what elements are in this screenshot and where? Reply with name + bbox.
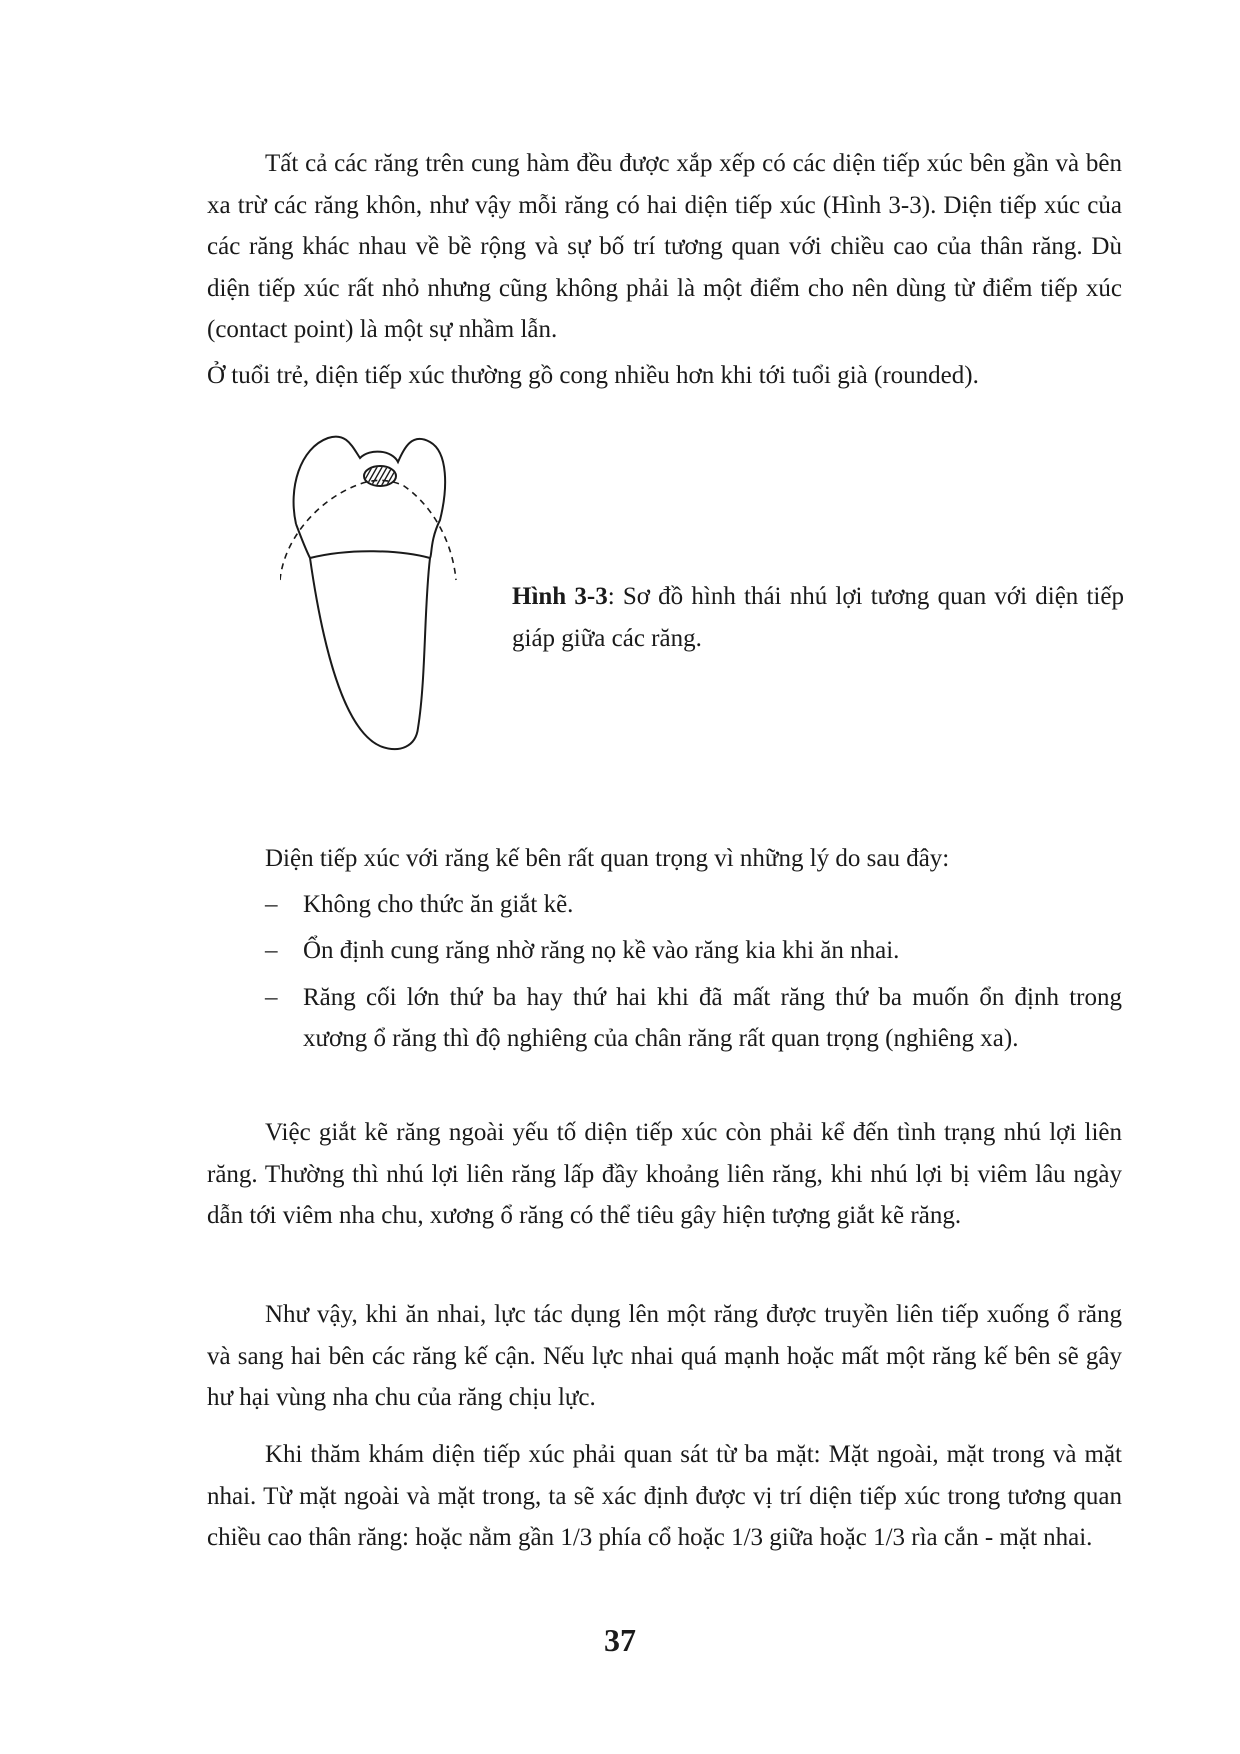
list-dash: – [265, 890, 278, 918]
paragraph-5 [207, 1434, 1122, 1559]
tooth-contact-diagram [280, 428, 480, 758]
list-item-text: Không cho thức ăn giắt kẽ. [303, 890, 574, 918]
list-item [207, 884, 1122, 926]
list-item-text: Ổn định cung răng nhờ răng nọ kề vào răng kia khi ăn nhai. [303, 937, 900, 964]
paragraph-3 [207, 1112, 1122, 1237]
paragraph-4-text: Như vậy, khi ăn nhai, lực tác dụng lên một răng được truyền liên tiếp xuống ổ răng và sang hai bên các răng kế cận. Nếu lực nhai quá mạnh hoặc mất một răng kế bên sẽ gây hư hại vùng nha chu của răng chịu lực. [207, 1301, 1122, 1411]
list-dash: – [265, 937, 278, 964]
caption-label: Hình 3-3 [512, 583, 608, 610]
list-dash: – [265, 983, 278, 1011]
list-item [207, 930, 1122, 972]
reasons-list [207, 884, 1122, 1060]
list-item-text: Răng cối lớn thứ ba hay thứ hai khi đã mất răng thứ ba muốn ổn định trong xương ổ răng thì độ nghiêng của chân răng rất quan trọng (nghiêng xa). [303, 983, 1122, 1052]
paragraph-3-text: Việc giắt kẽ răng ngoài yếu tố diện tiếp xúc còn phải kể đến tình trạng nhú lợi liên răng. Thường thì nhú lợi liên răng lấp đầy khoảng liên răng, khi nhú lợi bị viêm lâu ngày dẫn tới viêm nha chu, xương ổ răng có thể tiêu gây hiện tượng giắt kẽ răng. [207, 1119, 1122, 1229]
paragraph-2 [207, 838, 1122, 1065]
paragraph-1-last-line: Ở tuổi trẻ, diện tiếp xúc thường gồ cong nhiều hơn khi tới tuổi già (rounded). [207, 361, 979, 389]
paragraph-4 [207, 1294, 1122, 1419]
caption-text: Sơ đồ hình thái nhú lợi tương quan với diện tiếp giáp giữa các răng. [512, 583, 1124, 652]
paragraph-1 [207, 143, 1122, 396]
list-item [207, 977, 1122, 1060]
page-number: 37 [604, 1622, 636, 1658]
paragraph-2-text: Diện tiếp xúc với răng kế bên rất quan trọng vì những lý do sau đây: [265, 845, 950, 872]
caption-separator: : [607, 583, 623, 610]
figure-caption [512, 576, 1124, 659]
paragraph-1-text: Tất cả các răng trên cung hàm đều được xắp xếp có các diện tiếp xúc bên gần và bên xa trừ các răng khôn, như vậy mỗi răng có hai diện tiếp xúc (Hình 3-3). Diện tiếp xúc của các răng khác nhau về bề rộng và sự bố trí tương quan với chiều cao của thân răng. Dù diện tiếp xúc rất nhỏ nhưng cũng không phải là một điểm cho nên dùng từ điểm tiếp xúc (contact point) là một sự nhầm lẫn. [207, 150, 1122, 343]
paragraph-5-text: Khi thăm khám diện tiếp xúc phải quan sát từ ba mặt: Mặt ngoài, mặt trong và mặt nhai. Từ mặt ngoài và mặt trong, ta sẽ xác định được vị trí diện tiếp xúc trong tương quan chiều cao thân răng: hoặc nằm gần 1/3 phía cổ hoặc 1/3 giữa hoặc 1/3 rìa cắn - mặt nhai. [207, 1441, 1122, 1551]
